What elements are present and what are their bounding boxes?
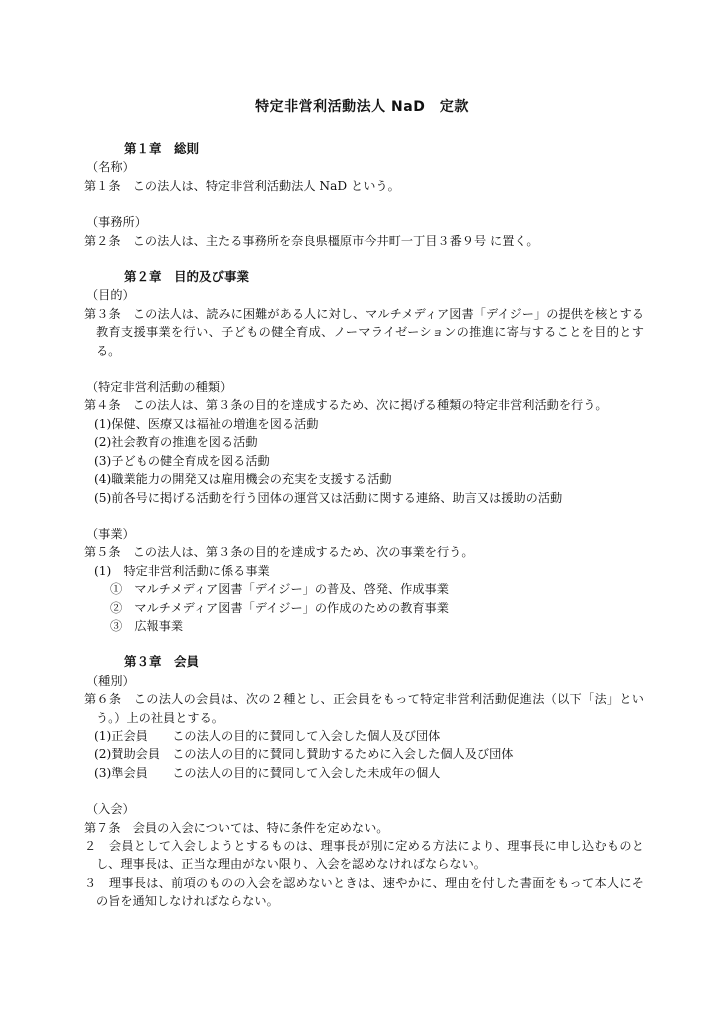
section-label: （特定非営利活動の種類）	[86, 380, 233, 395]
document-title: 特定非営利活動法人 NaD 定款	[255, 99, 469, 115]
list-item: (1)保健、医療又は福祉の増進を図る活動	[94, 416, 319, 431]
chapter-heading: 第３章 会員	[124, 654, 200, 670]
list-item: (3)子どもの健全育成を図る活動	[94, 453, 270, 468]
clause-text: ３ 理事長は、前項のものの入会を認めないときは、速やかに、理由を付した書面をもって本人にその旨を通知しなければならない。	[84, 875, 644, 909]
sub-heading: (1) 特定非営利活動に係る事業	[94, 563, 270, 578]
article-text: 第７条 会員の入会については、特に条件を定めない。	[84, 820, 389, 835]
section-label: （事務所）	[86, 215, 147, 230]
chapter-heading: 第１章 総則	[124, 141, 200, 156]
article-text: 第２条 この法人は、主たる事務所を奈良県橿原市今井町一丁目３番９号 に置く。	[84, 233, 539, 248]
list-item: ① マルチメディア図書「デイジー」の普及、啓発、作成事業	[110, 582, 449, 597]
article-text: 第１条 この法人は、特定非営利活動法人 NaD という。	[84, 178, 400, 193]
list-item: (2)賛助会員 この法人の目的に賛同し賛助するために入会した個人及び団体	[94, 747, 514, 762]
list-item: (4)職業能力の開発又は雇用機会の充実を支援する活動	[94, 472, 392, 487]
article-text: 第３条 この法人は、読みに困難がある人に対し、マルチメディア図書「デイジー」の提供を核とする教育支援事業を行い、子どもの健全育成、ノーマライゼーションの推進に寄与することを目的とする。	[84, 306, 644, 358]
section-label: （事業）	[86, 526, 135, 541]
article-text: 第６条 この法人の会員は、次の２種とし、正会員をもって特定非営利活動促進法（以下「法」という。）上の社員とする。	[84, 692, 644, 725]
clause-text: ２ 会員として入会しようとするものは、理事長が別に定める方法により、理事長に申し込むものとし、理事長は、正当な理由がない限り、入会を認めなければならない。	[84, 839, 644, 872]
list-item: (1)正会員 この法人の目的に賛同して入会した個人及び団体	[94, 728, 441, 743]
section-label: （種別）	[86, 673, 135, 688]
chapter-heading: 第２章 目的及び事業	[124, 269, 250, 285]
list-item: ③ 広報事業	[110, 618, 184, 633]
list-item: (5)前各号に掲げる活動を行う団体の運営又は活動に関する連絡、助言又は援助の活動	[94, 490, 563, 505]
section-label: （入会）	[86, 802, 135, 817]
article-text: 第５条 この法人は、第３条の目的を達成するため、次の事業を行う。	[84, 545, 474, 560]
section-label: （目的）	[86, 288, 135, 303]
article-text: 第４条 この法人は、第３条の目的を達成するため、次に掲げる種類の特定非営利活動を行う。	[84, 398, 608, 413]
list-item: (3)準会員 この法人の目的に賛同して入会した未成年の個人	[94, 765, 441, 780]
list-item: (2)社会教育の推進を図る活動	[94, 435, 258, 450]
section-label: （名称）	[86, 160, 135, 175]
document-body	[84, 140, 644, 911]
list-item: ② マルチメディア図書「デイジー」の作成のための教育事業	[110, 600, 449, 615]
